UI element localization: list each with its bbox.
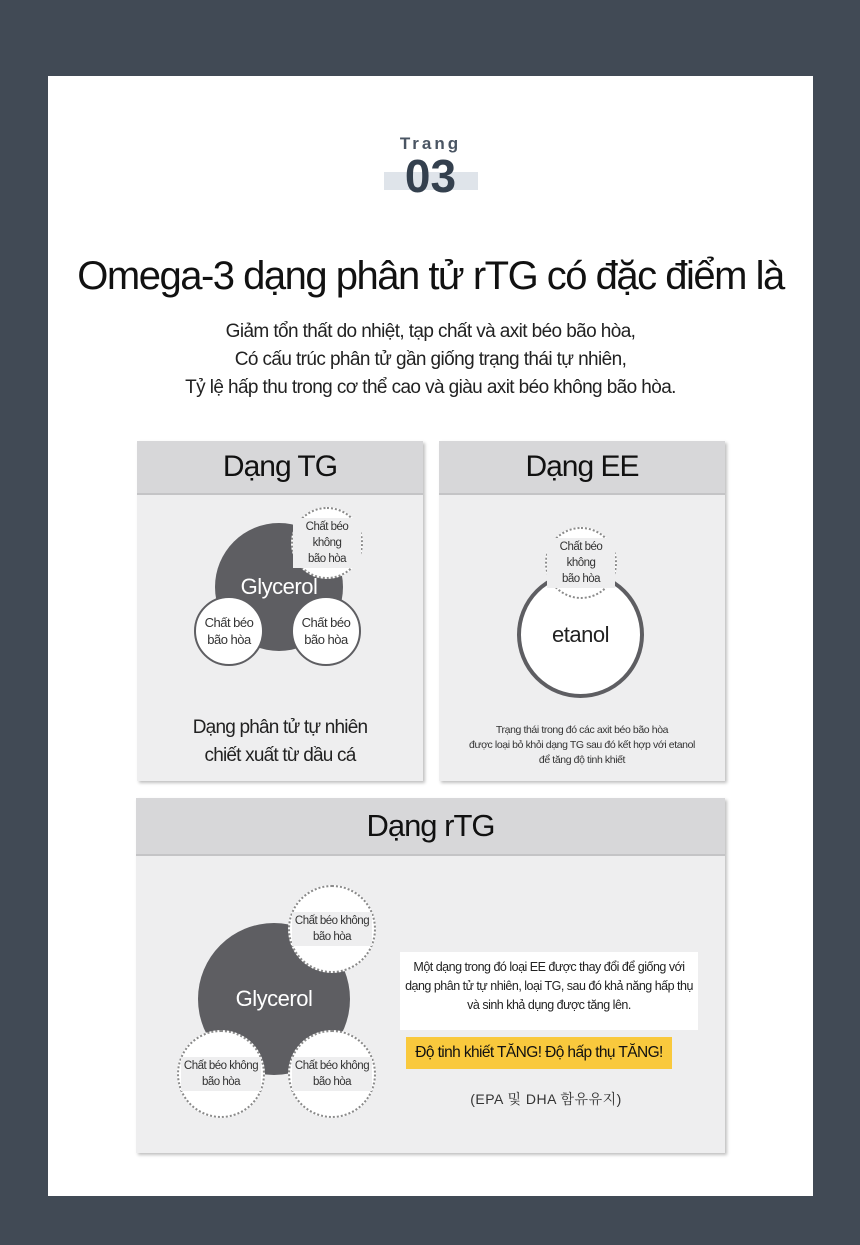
description-line: và sinh khả dụng được tăng lên.: [467, 998, 631, 1012]
saturated-fat-label: Chất béo bão hòa: [301, 615, 351, 647]
tg-card-header: Dạng TG: [137, 441, 423, 495]
description-line: Một dạng trong đó loại EE được thay đổi để giống với: [413, 960, 685, 974]
rtg-note: (EPA 및 DHA 함유유지): [470, 1091, 622, 1107]
saturated-fat-circle-left: [194, 596, 264, 666]
etanol-label: etanol: [552, 621, 609, 647]
tg-caption: [137, 714, 423, 770]
rtg-card: [136, 798, 725, 1153]
rtg-highlight-banner: Độ tinh khiết TĂNG! Độ hấp thụ TĂNG!: [406, 1037, 672, 1069]
ee-card: [439, 441, 725, 781]
subtitle-line: Tỷ lệ hấp thu trong cơ thể cao và giàu axit béo không bão hòa.: [185, 377, 676, 398]
unsaturated-fat-circle-left: [177, 1030, 265, 1118]
page-title: Omega-3 dạng phân tử rTG có đặc điểm là: [77, 254, 784, 298]
subtitle-line: Có cấu trúc phân tử gần giống trạng thái tự nhiên,: [234, 349, 627, 370]
unsaturated-fat-label: Chất béo không bão hòa: [292, 1057, 372, 1091]
glycerol-label: Glycerol: [235, 986, 313, 1011]
caption-line: Trạng thái trong đó các axit béo bão hòa: [495, 724, 669, 736]
rtg-description: [400, 952, 698, 1030]
glycerol-label: Glycerol: [240, 574, 318, 599]
saturated-fat-label: Chất béo bão hòa: [204, 615, 254, 647]
unsaturated-fat-circle: [291, 507, 363, 579]
unsaturated-fat-circle: [545, 527, 617, 599]
caption-line: Dạng phân tử tự nhiên: [192, 717, 368, 738]
ee-caption: [439, 723, 725, 768]
unsaturated-fat-label: Chất béo không bão hòa: [292, 912, 372, 946]
saturated-fat-circle-right: [291, 596, 361, 666]
caption-line: để tăng độ tinh khiết: [538, 754, 626, 766]
caption-line: được loại bỏ khỏi dạng TG sau đó kết hợp với etanol: [469, 739, 695, 751]
unsaturated-fat-circle-right: [288, 1030, 376, 1118]
page-label: Trang: [399, 134, 462, 153]
page-subtitle: [48, 318, 813, 402]
subtitle-line: Giảm tổn thất do nhiệt, tạp chất và axit béo bão hòa,: [225, 321, 636, 342]
rtg-card-header: Dạng rTG: [136, 798, 725, 856]
unsaturated-fat-label: Chất béo không bão hòa: [547, 538, 615, 588]
content-sheet: [48, 76, 813, 1196]
unsaturated-fat-circle-top: [288, 885, 376, 973]
unsaturated-fat-label: Chất béo không bão hòa: [181, 1057, 261, 1091]
description-line: dạng phân tử tự nhiên, loại TG, sau đó khả năng hấp thụ: [405, 979, 693, 993]
unsaturated-fat-label: Chất béo không bão hòa: [293, 518, 361, 568]
page-number: 03: [404, 150, 457, 202]
ee-card-header: Dạng EE: [439, 441, 725, 495]
caption-line: chiết xuất từ dầu cá: [204, 745, 356, 766]
tg-card: [137, 441, 423, 781]
